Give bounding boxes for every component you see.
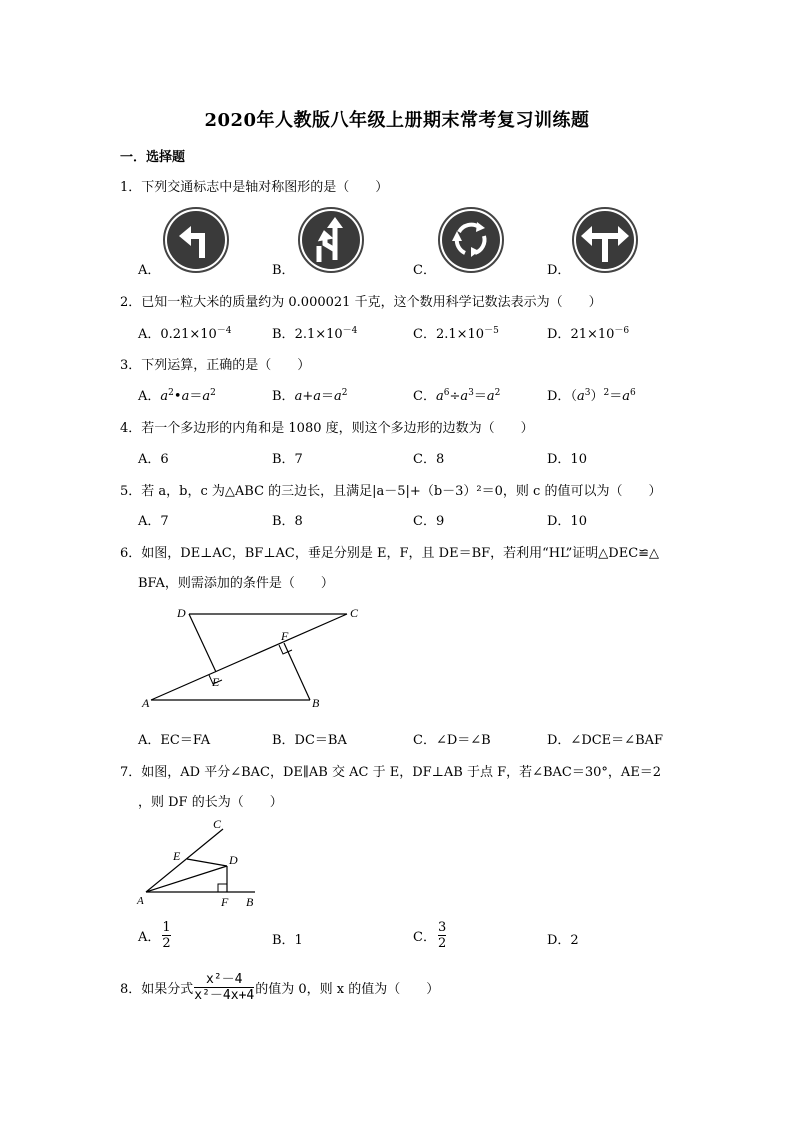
q1-option-b-label: B． (272, 263, 295, 278)
q1-option-d-label: D． (547, 263, 571, 278)
q2-option-b: B．$2.1\times 10^{-4}$ (272, 326, 358, 342)
q6-label-c: C (350, 606, 359, 620)
q6-option-c: C．∠D＝∠B (413, 733, 491, 748)
q6-option-d: D．∠DCE＝∠BAF (547, 733, 664, 748)
roundabout-sign-icon (437, 206, 505, 274)
q6-label-a: A (142, 696, 150, 710)
q7-figure (130, 815, 270, 910)
q2-option-d: D．$21\times 10^{-6}$ (547, 326, 630, 342)
left-turn-sign-icon (162, 206, 230, 274)
question-2-stem: 2．已知一粒大米的质量约为 0.000021 千克，这个数用科学记数法表示为（ ） (120, 295, 602, 310)
question-8-stem: 8．如果分式 $\frac{\text{x²－4}}{\text{x²－4x+4}}$ 的值为 0，则 x 的值为（ ） (120, 972, 440, 1003)
q6-option-b: B．DC＝BA (272, 733, 347, 748)
q1-option-c-label: C． (413, 263, 436, 278)
q3-option-a: A．$a^2•a=a^2$ (138, 388, 216, 404)
left-or-right-turn-sign-icon (571, 206, 639, 274)
question-6-stem-line1: 6．如图，DE⊥AC，BF⊥AC，垂足分别是 E，F，且 DE＝BF，若利用“HL”证明△DEC≌△ (120, 546, 660, 561)
q1-option-a-label: A． (138, 263, 161, 278)
q5-option-d: D．10 (547, 514, 587, 529)
q6-option-a: A．EC＝FA (138, 733, 211, 748)
section-heading: 一．选择题 (120, 150, 186, 165)
q3-option-b: B．$a+a=a^2$ (272, 388, 348, 404)
q3-option-d: D．$(a^3)^2=a^6$ (547, 388, 636, 404)
q7-label-c: C (213, 817, 222, 831)
q7-label-b: B (246, 895, 254, 909)
q5-option-b: B．8 (272, 514, 303, 529)
left-turn-or-straight-sign-icon (297, 206, 365, 274)
q5-option-c: C．9 (413, 514, 445, 529)
q7-option-b: B．1 (272, 933, 303, 948)
q2-option-a: A．$0.21\times 10^{-4}$ (138, 326, 232, 342)
q2-option-c: C．$2.1\times 10^{-5}$ (413, 326, 499, 342)
q4-option-b: B．7 (272, 452, 303, 467)
q7-label-a: A (137, 895, 144, 907)
question-6-stem-line2: BFA，则需添加的条件是（ ） (138, 576, 334, 591)
page-title: 2020年人教版八年级上册期末常考复习训练题 (204, 110, 590, 131)
q6-label-b: B (312, 696, 320, 710)
q6-label-e: E (212, 675, 220, 689)
q7-label-d: D (229, 853, 238, 867)
q7-label-e: E (173, 849, 181, 863)
question-7-stem-line1: 7．如图，AD 平分∠BAC，DE∥AB 交 AC 于 E，DF⊥AB 于点 F，若∠BAC＝30°，AE＝2 (120, 765, 662, 780)
q4-option-c: C．8 (413, 452, 445, 467)
q4-option-a: A．6 (138, 452, 169, 467)
question-5-stem: 5．若 a，b，c 为△ABC 的三边长，且满足|a－5|+（b－3）²＝0，则 c 的值可以为（ ） (120, 484, 662, 499)
question-4-stem: 4．若一个多边形的内角和是 1080 度，则这个多边形的边数为（ ） (120, 421, 534, 436)
question-1-stem: 1．下列交通标志中是轴对称图形的是（ ） (120, 180, 389, 195)
question-7-stem-line2: ，则 DF 的长为（ ） (138, 795, 283, 810)
q6-label-d: D (177, 606, 186, 620)
q7-option-c: C． $\frac{3}{2}$ (413, 920, 447, 951)
q7-option-d: D．2 (547, 933, 579, 948)
q4-option-d: D．10 (547, 452, 587, 467)
q6-label-f: F (281, 629, 289, 643)
q5-option-a: A．7 (138, 514, 169, 529)
q6-figure (140, 600, 380, 715)
q7-label-f: F (221, 895, 229, 909)
q3-option-c: C．$a^6\div a^3=a^2$ (413, 388, 501, 404)
q7-option-a: A． $\frac{1}{2}$ (138, 920, 171, 951)
question-3-stem: 3．下列运算，正确的是（ ） (120, 358, 311, 373)
